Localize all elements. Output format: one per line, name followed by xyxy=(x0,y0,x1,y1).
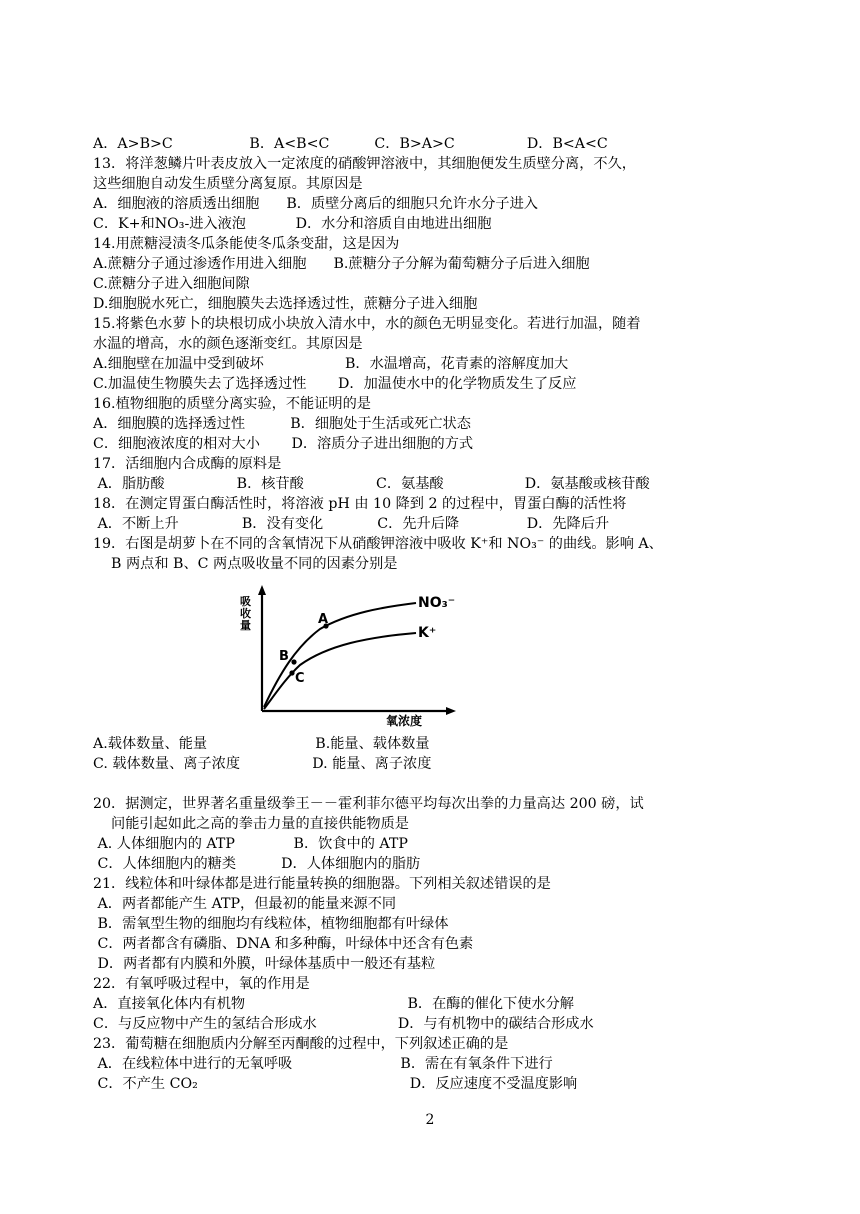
q19-stem: 19．右图是胡萝卜在不同的含氧情况下从硝酸钾溶液中吸收 K⁺和 NO₃⁻ 的曲线。影响 A、 xyxy=(93,536,663,552)
q16-options-cd: C．细胞液浓度的相对大小 D．溶质分子进出细胞的方式 xyxy=(93,436,474,452)
q13-stem: 13．将洋葱鳞片叶表皮放入一定浓度的硝酸钾溶液中，其细胞便发生质壁分离，不久， xyxy=(93,156,636,172)
q18-stem: 18．在测定胃蛋白酶活性时，将溶液 pH 由 10 降到 2 的过程中，胃蛋白酶的活性将 xyxy=(93,496,627,512)
y-axis-label-1: 吸 xyxy=(240,595,251,608)
q19-options-cd: C. 载体数量、离子浓度 D. 能量、离子浓度 xyxy=(93,756,432,772)
no3-curve-label: NO₃⁻ xyxy=(418,595,456,611)
x-axis-arrow xyxy=(446,707,456,715)
point-b-dot xyxy=(291,659,296,664)
q17-options: A．脂肪酸 B．核苷酸 C．氨基酸 D．氨基酸或核苷酸 xyxy=(93,476,650,492)
q20-options-cd: C．人体细胞内的糖类 D．人体细胞内的脂肪 xyxy=(93,856,421,872)
q16-stem: 16.植物细胞的质壁分离实验，不能证明的是 xyxy=(93,396,371,412)
q19-options-ab: A.载体数量、能量 B.能量、载体数量 xyxy=(93,736,430,752)
q21-option-d: D．两者都有内膜和外膜，叶绿体基质中一般还有基粒 xyxy=(93,956,436,972)
q20-stem-cont: 问能引起如此之高的拳击力量的直接供能物质是 xyxy=(93,816,409,832)
page-number: 2 xyxy=(425,1112,435,1128)
q21-option-c: C．两者都含有磷脂、DNA 和多种酶，叶绿体中还含有色素 xyxy=(93,936,474,952)
q22-options-cd: C．与反应物中产生的氢结合形成水 D．与有机物中的碳结合形成水 xyxy=(93,1016,594,1032)
y-axis-arrow xyxy=(258,585,266,595)
point-c-label: C xyxy=(295,671,305,686)
point-c-dot xyxy=(289,670,294,675)
k-curve-label: K⁺ xyxy=(418,625,437,641)
q15-stem: 15.将紫色水萝卜的块根切成小块放入清水中，水的颜色无明显变化。若进行加温，随着 xyxy=(93,316,641,332)
q14-stem: 14.用蔗糖浸渍冬瓜条能使冬瓜条变甜，这是因为 xyxy=(93,236,400,252)
q13-stem-cont: 这些细胞自动发生质壁分离复原。其原因是 xyxy=(93,176,363,192)
q15-options-ab: A.细胞壁在加温中受到破坏 B．水温增高，花青素的溶解度加大 xyxy=(93,356,569,372)
q15-options-cd: C.加温使生物膜失去了选择透过性 D．加温使水中的化学物质发生了反应 xyxy=(93,376,577,392)
q22-options-ab: A．直接氧化体内有机物 B．在酶的催化下使水分解 xyxy=(93,996,574,1012)
q21-stem: 21．线粒体和叶绿体都是进行能量转换的细胞器。下列相关叙述错误的是 xyxy=(93,876,551,892)
point-b-label: B xyxy=(279,649,289,664)
q20-options-ab: A. 人体细胞内的 ATP B．饮食中的 ATP xyxy=(93,836,408,852)
q19-stem-cont: B 两点和 B、C 两点吸收量不同的因素分别是 xyxy=(93,556,398,572)
q14-option-c: C.蔗糖分子进入细胞间隙 xyxy=(93,276,250,292)
y-axis-label-3: 量 xyxy=(240,619,251,632)
point-a-label: A xyxy=(318,612,329,627)
q12-options: A．A>B>C B．A<B<C C．B>A>C D．B<A<C xyxy=(93,136,608,152)
q13-options-ab: A．细胞液的溶质透出细胞 B．质壁分离后的细胞只允许水分子进入 xyxy=(93,196,538,212)
q21-option-b: B．需氧型生物的细胞均有线粒体，植物细胞都有叶绿体 xyxy=(93,916,449,932)
x-axis-label: 氧浓度 xyxy=(386,714,423,728)
q14-option-d: D.细胞脱水死亡，细胞膜失去选择透过性，蔗糖分子进入细胞 xyxy=(93,296,478,312)
q22-stem: 22．有氧呼吸过程中，氧的作用是 xyxy=(93,976,310,992)
q23-options-cd: C．不产生 CO₂ D．反应速度不受温度影响 xyxy=(93,1076,578,1092)
q23-options-ab: A．在线粒体中进行的无氧呼吸 B．需在有氧条件下进行 xyxy=(93,1056,553,1072)
q14-options-ab: A.蔗糖分子通过渗透作用进入细胞 B.蔗糖分子分解为葡萄糖分子后进入细胞 xyxy=(93,256,590,272)
absorption-graph-svg xyxy=(228,583,460,731)
k-curve xyxy=(264,633,416,709)
q18-options: A．不断上升 B．没有变化 C．先升后降 D．先降后升 xyxy=(93,516,610,532)
q21-option-a: A．两者都能产生 ATP，但最初的能量来源不同 xyxy=(93,896,397,912)
y-axis-label-2: 收 xyxy=(240,607,251,620)
absorption-graph xyxy=(228,583,460,731)
q15-stem-cont: 水温的增高，水的颜色逐渐变红。其原因是 xyxy=(93,336,363,352)
q20-stem: 20．据测定，世界著名重量级拳王－－霍利菲尔德平均每次出拳的力量高达 200 磅，试 xyxy=(93,796,644,812)
q13-options-cd: C．K+和NO₃-进入液泡 D．水分和溶质自由地进出细胞 xyxy=(93,216,492,232)
q23-stem: 23．葡萄糖在细胞质内分解至丙酮酸的过程中，下列叙述正确的是 xyxy=(93,1036,509,1052)
q17-stem: 17．活细胞内合成酶的原料是 xyxy=(93,456,282,472)
q16-options-ab: A．细胞膜的选择透过性 B．细胞处于生活或死亡状态 xyxy=(93,416,471,432)
